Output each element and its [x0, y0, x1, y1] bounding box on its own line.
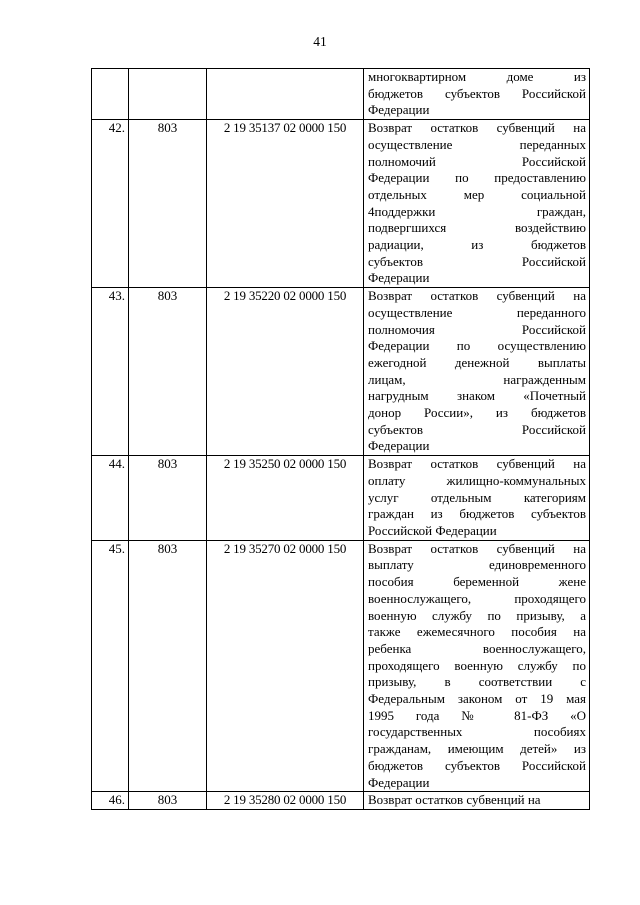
budget-classification-code-cell: 2 19 35220 02 0000 150 — [207, 288, 364, 456]
budget-classification-code-cell: 2 19 35250 02 0000 150 — [207, 456, 364, 541]
description-line: осуществление переданного — [368, 304, 586, 320]
description-line: Возврат остатков субвенций на — [368, 120, 586, 136]
page-number: 41 — [313, 34, 327, 49]
administrator-code-cell: 803 — [129, 120, 207, 288]
description-line: радиации, из бюджетов — [368, 237, 586, 253]
budget-classification-code-cell — [207, 69, 364, 120]
description-line: Федерации по осуществлению — [368, 338, 586, 354]
description-line: граждан из бюджетов субъектов — [368, 506, 586, 522]
revenue-description-cell — [364, 792, 590, 810]
description-line: полномочий Российской — [368, 153, 586, 169]
table-row — [92, 69, 590, 120]
revenue-description-cell — [364, 288, 590, 456]
row-number-cell: 45. — [92, 540, 129, 792]
description-line: военнослужащего, проходящего — [368, 590, 586, 606]
description-line: оплату жилищно-коммунальных — [368, 472, 586, 488]
administrator-code-cell — [129, 69, 207, 120]
description-line: лицам, награжденным — [368, 371, 586, 387]
description-line: осуществление переданных — [368, 136, 586, 152]
description-line: Возврат остатков субвенций на — [368, 540, 586, 556]
budget-classification-code-cell: 2 19 35137 02 0000 150 — [207, 120, 364, 288]
description-line: военную службу по призыву, а — [368, 607, 586, 623]
row-number-cell: 43. — [92, 288, 129, 456]
description-line: 4поддержки граждан, — [368, 203, 586, 219]
description-line: гражданам, имеющим детей» из — [368, 741, 586, 757]
table-row — [92, 120, 590, 288]
description-line: субъектов Российской — [368, 253, 586, 269]
description-line: многоквартирном доме из — [368, 69, 586, 84]
administrator-code-cell: 803 — [129, 540, 207, 792]
revenue-description-cell — [364, 456, 590, 541]
description-line: ежегодной денежной выплаты — [368, 354, 586, 370]
row-number-cell: 44. — [92, 456, 129, 541]
description-line: донор России», из бюджетов — [368, 405, 586, 421]
description-line: Федерации — [368, 270, 430, 286]
description-line: отдельных мер социальной — [368, 186, 586, 202]
row-number-cell: 46. — [92, 792, 129, 810]
budget-classification-code-cell: 2 19 35270 02 0000 150 — [207, 540, 364, 792]
description-line: Возврат остатков субвенций на — [368, 288, 586, 304]
description-line: услуг отдельным категориям — [368, 489, 586, 505]
budget-classification-code-cell: 2 19 35280 02 0000 150 — [207, 792, 364, 810]
table-row — [92, 456, 590, 541]
description-line: нагрудным знаком «Почетный — [368, 388, 586, 404]
description-line: Федеральным законом от 19 мая — [368, 691, 586, 707]
description-line: государственных пособиях — [368, 724, 586, 740]
description-line: Российской Федерации — [368, 522, 497, 538]
description-line: призыву, в соответствии с — [368, 674, 586, 690]
revenue-description-cell — [364, 69, 590, 120]
description-line: также ежемесячного пособия на — [368, 624, 586, 640]
description-line: Федерации по предоставлению — [368, 170, 586, 186]
description-line: Федерации — [368, 102, 430, 118]
row-number-cell — [92, 69, 129, 120]
description-line: выплату единовременного — [368, 557, 586, 573]
row-number-cell: 42. — [92, 120, 129, 288]
description-line: подвергшихся воздействию — [368, 220, 586, 236]
description-line: проходящего военную службу по — [368, 657, 586, 673]
administrator-code-cell: 803 — [129, 456, 207, 541]
description-line: Федерации — [368, 774, 430, 790]
revenue-description-cell — [364, 540, 590, 792]
administrator-code-cell: 803 — [129, 288, 207, 456]
description-line: Возврат остатков субвенций на — [368, 456, 586, 472]
table-row — [92, 792, 590, 810]
description-line: пособия беременной жене — [368, 574, 586, 590]
description-line: субъектов Российской — [368, 421, 586, 437]
description-line: полномочия Российской — [368, 321, 586, 337]
description-line: бюджетов субъектов Российской — [368, 85, 586, 101]
description-line: бюджетов субъектов Российской — [368, 757, 586, 773]
description-line: 1995 года № 81-ФЗ «О — [368, 707, 586, 723]
table-row — [92, 288, 590, 456]
description-line: ребенка военнослужащего, — [368, 640, 586, 656]
description-line: Возврат остатков субвенций на — [368, 792, 541, 808]
description-line: Федерации — [368, 438, 430, 454]
administrator-code-cell: 803 — [129, 792, 207, 810]
table-body — [92, 69, 590, 810]
table-row — [92, 540, 590, 792]
revenue-description-cell — [364, 120, 590, 288]
budget-code-table — [91, 68, 590, 810]
